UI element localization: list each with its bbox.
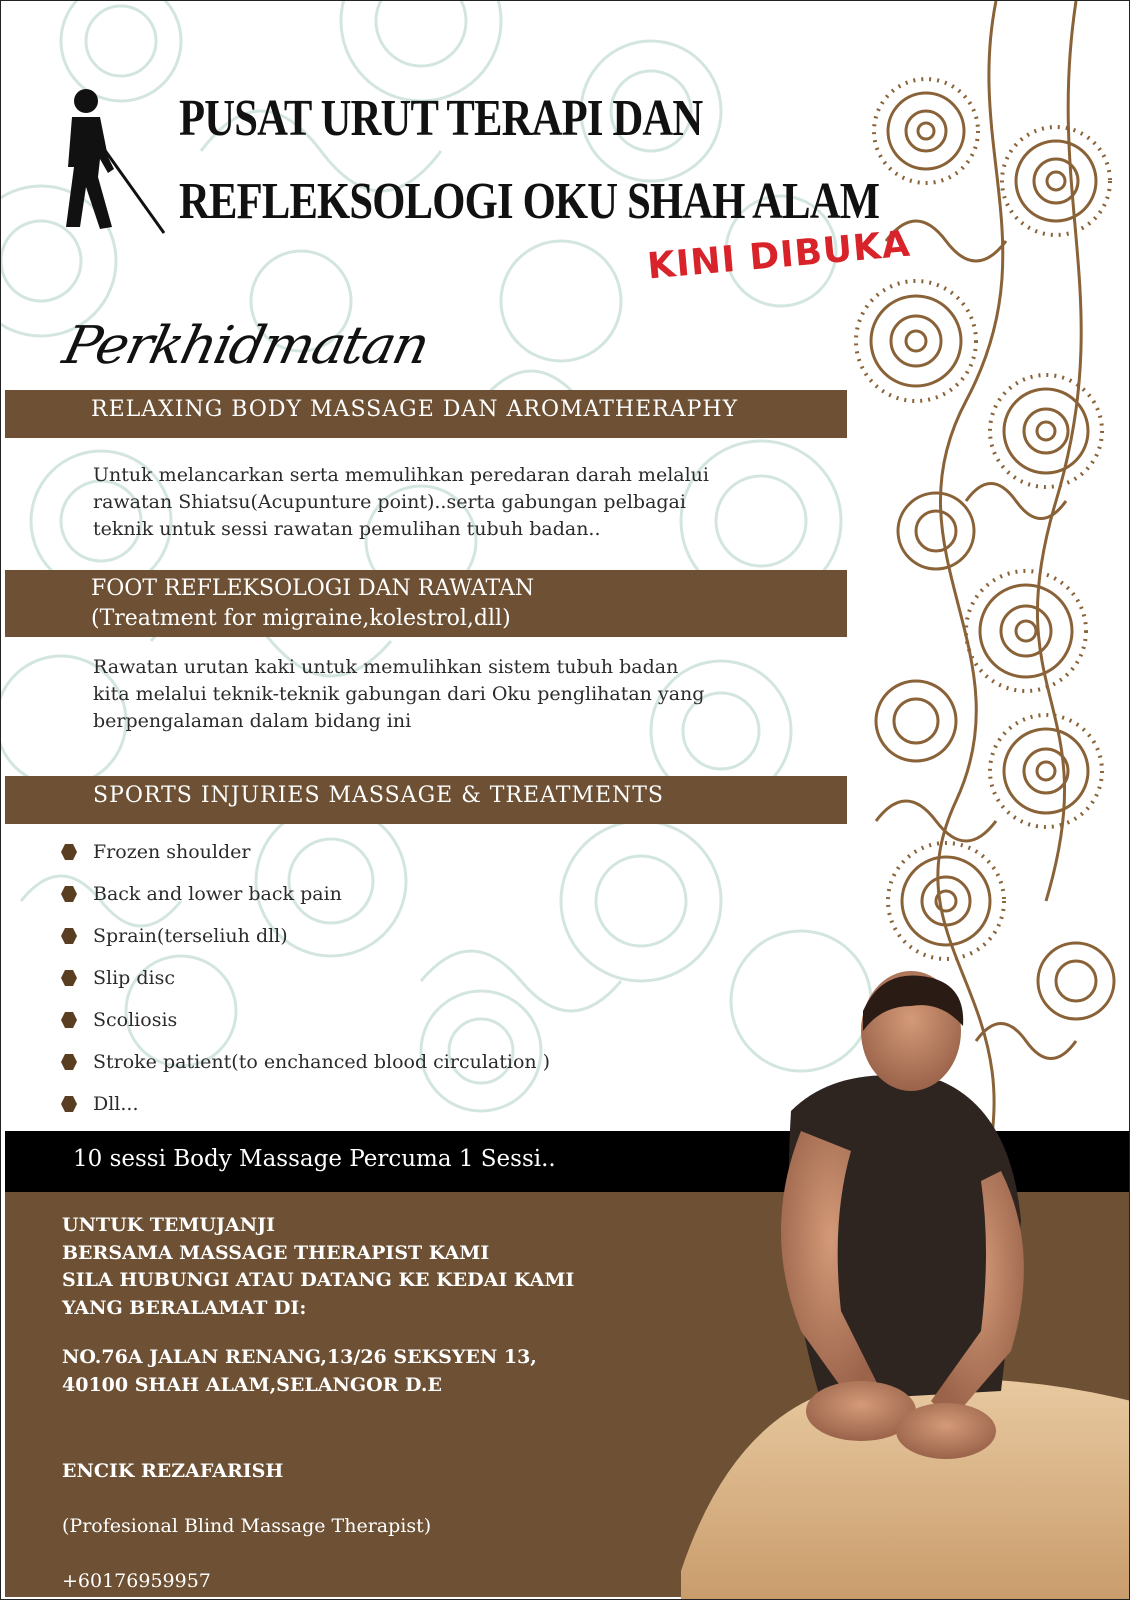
service-description: Untuk melancarkan serta memulihkan peredaran darah melalui rawatan Shiatsu(Acupunture point)..serta gabungan pelbagai teknik untuk sessi rawatan pemulihan tubuh badan.. — [93, 464, 709, 540]
list-item: Slip disc — [61, 967, 550, 1009]
list-item: Frozen shoulder — [61, 841, 550, 883]
service-bar-body-massage — [5, 390, 847, 438]
hexagon-bullet-icon — [61, 886, 77, 902]
service-subtitle: (Treatment for migraine,kolestrol,dll) — [91, 606, 511, 631]
list-item: Stroke patient(to enchanced blood circulation ) — [61, 1051, 550, 1093]
phone-number: +60176959957 — [62, 1569, 211, 1592]
hexagon-bullet-icon — [61, 970, 77, 986]
service-bar-foot-reflexology — [5, 570, 847, 637]
list-item: Back and lower back pain — [61, 883, 550, 925]
service-description: Rawatan urutan kaki untuk memulihkan sistem tubuh badan kita melalui teknik-teknik gabungan dari Oku penglihatan yang berpengalaman dalam bidang ini — [93, 656, 705, 732]
services-heading: Perkhidmatan — [57, 316, 434, 376]
promo-text: 10 sessi Body Massage Percuma 1 Sessi.. — [73, 1146, 556, 1172]
therapist-photo — [681, 971, 1130, 1600]
service-title: SPORTS INJURIES MASSAGE & TREATMENTS — [93, 783, 665, 808]
title-line-1: PUSAT URUT TERAPI DAN — [179, 90, 703, 147]
contact-person — [62, 1430, 431, 1600]
blind-person-icon — [56, 87, 171, 237]
list-item: Scoliosis — [61, 1009, 550, 1051]
contact-intro: UNTUK TEMUJANJI BERSAMA MASSAGE THERAPIST KAMI SILA HUBUNGI ATAU DATANG KE KEDAI KAMI YANG BERALAMAT DI: — [62, 1214, 575, 1319]
hexagon-bullet-icon — [61, 1054, 77, 1070]
injury-list — [61, 841, 550, 1135]
title-line-2: REFLEKSOLOGI OKU SHAH ALAM — [179, 173, 880, 230]
hexagon-bullet-icon — [61, 928, 77, 944]
list-item: Dll... — [61, 1093, 550, 1135]
contact-address: NO.76A JALAN RENANG,13/26 SEKSYEN 13, 40100 SHAH ALAM,SELANGOR D.E — [62, 1346, 537, 1396]
list-item: Sprain(terseliuh dll) — [61, 925, 550, 967]
service-bar-sports-injuries — [5, 776, 847, 824]
now-open-badge: KINI DIBUKA — [645, 223, 913, 288]
hexagon-bullet-icon — [61, 1012, 77, 1028]
service-title: FOOT REFLEKSOLOGI DAN RAWATAN — [91, 576, 535, 601]
hexagon-bullet-icon — [61, 1096, 77, 1112]
hexagon-bullet-icon — [61, 844, 77, 860]
therapist-role: (Profesional Blind Massage Therapist) — [62, 1514, 432, 1537]
therapist-name: ENCIK REZAFARISH — [62, 1459, 284, 1482]
service-title: RELAXING BODY MASSAGE DAN AROMATHERAPHY — [91, 397, 739, 422]
